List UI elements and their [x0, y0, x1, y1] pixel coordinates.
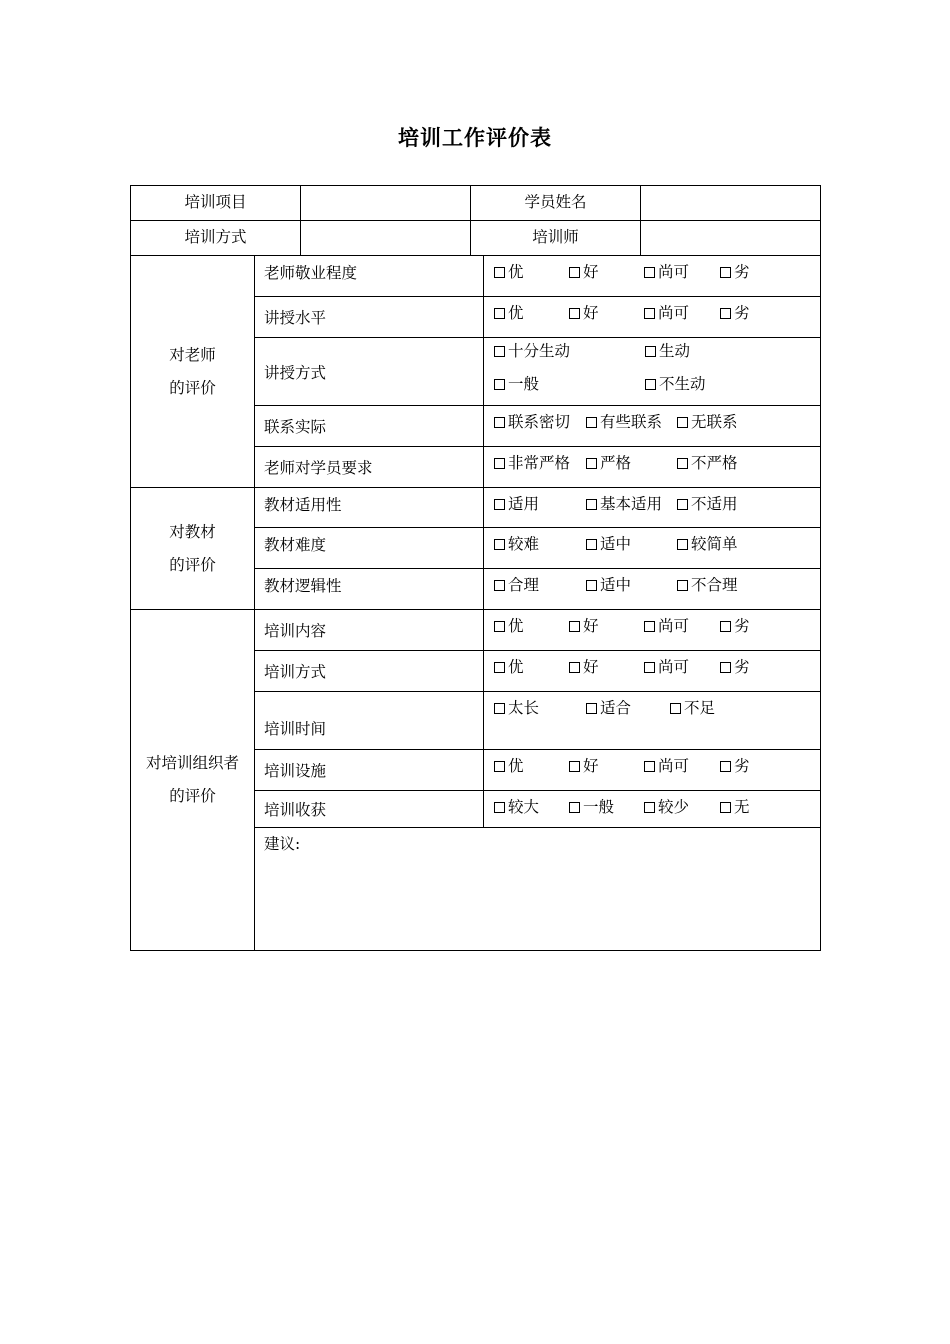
checkbox-icon [677, 539, 688, 550]
student-name-field[interactable] [641, 186, 821, 221]
option-checkbox[interactable]: 尚可 [644, 655, 720, 677]
project-label-cell [131, 186, 301, 221]
checkbox-icon [586, 539, 597, 550]
checkbox-icon [569, 802, 580, 813]
criterion-label: 培训方式 [255, 651, 484, 692]
option-checkbox[interactable]: 不生动 [645, 373, 706, 395]
checkbox-icon [644, 761, 655, 772]
checkbox-icon [586, 417, 597, 428]
rating-options [484, 791, 821, 828]
option-checkbox[interactable]: 一般 [494, 373, 645, 395]
checkbox-icon [494, 458, 505, 469]
checkbox-icon [677, 499, 688, 510]
checkbox-icon [644, 267, 655, 278]
option-checkbox[interactable]: 好 [569, 301, 644, 323]
criterion-label: 培训内容 [255, 610, 484, 651]
section-organizer-label: 对培训组织者 的评价 [131, 610, 255, 951]
option-checkbox[interactable]: 劣 [720, 614, 750, 636]
rating-options [484, 256, 821, 297]
option-checkbox[interactable]: 基本适用 [586, 492, 677, 514]
option-checkbox[interactable]: 合理 [494, 573, 586, 595]
criterion-label: 教材适用性 [255, 488, 484, 528]
form-title: 培训工作评价表 [398, 125, 552, 150]
checkbox-icon [494, 499, 505, 510]
option-checkbox[interactable]: 尚可 [644, 754, 720, 776]
option-checkbox[interactable]: 较简单 [677, 532, 738, 554]
trainer-field[interactable] [641, 221, 821, 256]
section-teacher-label: 对老师 的评价 [131, 256, 255, 488]
option-checkbox[interactable]: 好 [569, 655, 644, 677]
checkbox-icon [720, 761, 731, 772]
checkbox-icon [677, 458, 688, 469]
evaluation-form-table [130, 185, 821, 951]
criterion-label: 老师敬业程度 [255, 256, 484, 297]
checkbox-icon [645, 379, 656, 390]
trainer-label: 培训师 [532, 228, 579, 246]
student-name-label: 学员姓名 [524, 193, 587, 211]
method-label: 培训方式 [184, 228, 247, 246]
checkbox-icon [569, 761, 580, 772]
rating-options [484, 692, 821, 750]
option-checkbox[interactable]: 无 [720, 795, 750, 817]
checkbox-icon [720, 621, 731, 632]
checkbox-icon [677, 417, 688, 428]
rating-options [484, 338, 821, 406]
option-checkbox[interactable]: 优 [494, 754, 569, 776]
checkbox-icon [644, 802, 655, 813]
checkbox-icon [644, 662, 655, 673]
checkbox-icon [720, 802, 731, 813]
option-checkbox[interactable]: 生动 [645, 340, 690, 362]
option-checkbox[interactable]: 严格 [586, 451, 677, 473]
option-checkbox[interactable]: 无联系 [677, 410, 738, 432]
option-checkbox[interactable]: 劣 [720, 754, 750, 776]
option-checkbox[interactable]: 好 [569, 614, 644, 636]
checkbox-icon [644, 308, 655, 319]
rating-options [484, 406, 821, 447]
checkbox-icon [494, 267, 505, 278]
rating-options [484, 610, 821, 651]
option-checkbox[interactable]: 较少 [644, 795, 720, 817]
checkbox-icon [586, 458, 597, 469]
checkbox-icon [586, 703, 597, 714]
project-field[interactable] [301, 186, 471, 221]
option-checkbox[interactable]: 一般 [569, 795, 644, 817]
checkbox-icon [494, 761, 505, 772]
option-checkbox[interactable]: 劣 [720, 301, 750, 323]
checkbox-icon [494, 346, 505, 357]
option-checkbox[interactable]: 非常严格 [494, 451, 586, 473]
checkbox-icon [720, 662, 731, 673]
option-checkbox[interactable]: 优 [494, 655, 569, 677]
method-label-cell [131, 221, 301, 256]
option-checkbox[interactable]: 不合理 [677, 573, 738, 595]
checkbox-icon [569, 662, 580, 673]
method-field[interactable] [301, 221, 471, 256]
checkbox-icon [494, 379, 505, 390]
option-checkbox[interactable]: 适中 [586, 532, 677, 554]
checkbox-icon [645, 346, 656, 357]
checkbox-icon [586, 499, 597, 510]
checkbox-icon [494, 662, 505, 673]
option-checkbox[interactable]: 适用 [494, 492, 586, 514]
option-checkbox[interactable]: 较难 [494, 532, 586, 554]
rating-options [484, 488, 821, 528]
option-checkbox[interactable]: 不足 [670, 696, 715, 718]
checkbox-icon [494, 539, 505, 550]
checkbox-icon [586, 580, 597, 591]
trainer-label-cell [471, 221, 641, 256]
section-material-label: 对教材 的评价 [131, 488, 255, 610]
checkbox-icon [720, 267, 731, 278]
option-checkbox[interactable]: 优 [494, 614, 569, 636]
criterion-label: 讲授方式 [255, 338, 484, 406]
checkbox-icon [494, 308, 505, 319]
criterion-label: 培训收获 [255, 791, 484, 828]
criterion-label: 讲授水平 [255, 297, 484, 338]
option-checkbox[interactable]: 劣 [720, 260, 750, 282]
suggestion-label: 建议: [264, 835, 301, 853]
option-checkbox[interactable]: 尚可 [644, 260, 720, 282]
checkbox-icon [494, 802, 505, 813]
checkbox-icon [569, 621, 580, 632]
checkbox-icon [677, 580, 688, 591]
checkbox-icon [494, 580, 505, 591]
checkbox-icon [569, 267, 580, 278]
student-name-label-cell [471, 186, 641, 221]
criterion-label: 联系实际 [255, 406, 484, 447]
criterion-label: 培训设施 [255, 750, 484, 791]
option-checkbox[interactable]: 联系密切 [494, 410, 586, 432]
option-checkbox[interactable]: 好 [569, 754, 644, 776]
checkbox-icon [494, 417, 505, 428]
option-checkbox[interactable]: 不适用 [677, 492, 738, 514]
suggestion-field[interactable] [255, 828, 821, 951]
checkbox-icon [644, 621, 655, 632]
criterion-label: 培训时间 [255, 692, 484, 750]
option-checkbox[interactable]: 优 [494, 260, 569, 282]
option-checkbox[interactable]: 适合 [586, 696, 670, 718]
option-checkbox[interactable]: 优 [494, 301, 569, 323]
option-checkbox[interactable]: 尚可 [644, 614, 720, 636]
rating-options [484, 297, 821, 338]
checkbox-icon [569, 308, 580, 319]
criterion-label: 教材逻辑性 [255, 569, 484, 610]
rating-options [484, 569, 821, 610]
rating-options [484, 651, 821, 692]
project-label: 培训项目 [184, 193, 247, 211]
checkbox-icon [494, 621, 505, 632]
rating-options [484, 528, 821, 569]
criterion-label: 老师对学员要求 [255, 447, 484, 488]
option-checkbox[interactable]: 有些联系 [586, 410, 677, 432]
option-checkbox[interactable]: 不严格 [677, 451, 738, 473]
checkbox-icon [720, 308, 731, 319]
criterion-label: 教材难度 [255, 528, 484, 569]
checkbox-icon [670, 703, 681, 714]
option-checkbox[interactable]: 适中 [586, 573, 677, 595]
checkbox-icon [494, 703, 505, 714]
option-checkbox[interactable]: 劣 [720, 655, 750, 677]
rating-options [484, 750, 821, 791]
option-checkbox[interactable]: 好 [569, 260, 644, 282]
option-checkbox[interactable]: 较大 [494, 795, 569, 817]
option-checkbox[interactable]: 尚可 [644, 301, 720, 323]
option-checkbox[interactable]: 十分生动 [494, 340, 645, 362]
option-checkbox[interactable]: 太长 [494, 696, 586, 718]
rating-options [484, 447, 821, 488]
